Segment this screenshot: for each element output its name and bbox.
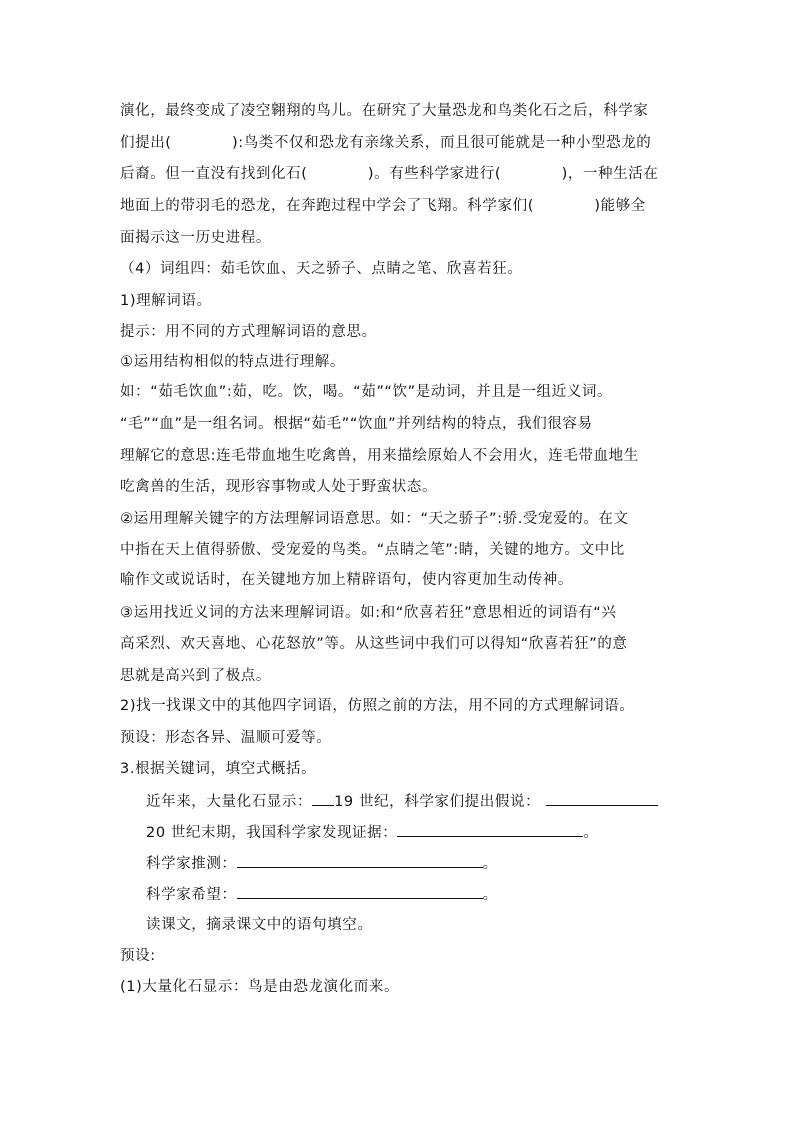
fill-blank-line: [146, 822, 598, 843]
paragraph-line: 面揭示这一历史进程。: [120, 230, 271, 246]
fill-blank-label: 。: [482, 856, 498, 872]
paragraph-line: “毛”“血”是一组名词。根据“茹毛”“饮血”并列结构的特点，我们很容易: [120, 416, 593, 432]
blank-underline: [237, 884, 483, 899]
fill-blank-line: [146, 853, 498, 874]
fill-blank-label: 20 世纪末期，我国科学家发现证据：: [146, 825, 398, 841]
fill-blank-line: [146, 791, 658, 812]
blank-underline: [397, 822, 583, 837]
fill-blank-label: 。: [482, 887, 498, 903]
section-heading: （4）词组四：茹毛饮血、天之骄子、点睛之笔、欣喜若狂。: [120, 261, 523, 277]
paragraph-line: 吃禽兽的生活，现形容事物或人处于野蛮状态。: [120, 479, 438, 495]
fill-blank-label: 19 世纪，科学家们提出假说：: [334, 794, 541, 810]
paragraph-line: 提示：用不同的方式理解词语的意思。: [120, 324, 377, 340]
paragraph-line: 理解它的意思:连毛带血地生吃禽兽，用来描绘原始人不会用火，连毛带血地生: [120, 448, 639, 464]
paragraph-line: 演化，最终变成了凌空翱翔的鸟儿。在研究了大量恐龙和鸟类化石之后，科学家: [120, 103, 649, 119]
paragraph-line: 读课文，摘录课文中的语句填空。: [146, 917, 373, 933]
paragraph-line: 喻作文或说话时，在关键地方加上精辟语句，使内容更加生动传神。: [120, 572, 573, 588]
paragraph-line: ③运用找近义词的方法来理解词语。如:和“欣喜若狂”意思相近的词语有“兴: [120, 605, 617, 621]
paragraph-line: 预设:: [120, 948, 156, 964]
blank-underline: [312, 791, 334, 806]
paragraph-line: 中指在天上值得骄傲、受宠爱的鸟类。“点睛之笔”:睛，关键的地方。文中比: [120, 542, 625, 558]
paragraph-line: (1)大量化石显示：鸟是由恐龙演化而来。: [120, 979, 400, 995]
paragraph-line: 如：“茹毛饮血”:茹，吃。饮，喝。“茹”“饮”是动词，并且是一组近义词。: [120, 384, 613, 400]
section-heading: 3.根据关键词，填空式概括。: [120, 761, 317, 777]
paragraph-line: 2)找一找课文中的其他四字词语，仿照之前的方法，用不同的方式理解词语。: [120, 698, 635, 714]
paragraph-line: 思就是高兴到了极点。: [120, 668, 271, 684]
paragraph-line: 预设：形态各异、温顺可爱等。: [120, 730, 332, 746]
fill-blank-label: 科学家希望：: [146, 887, 237, 903]
fill-blank-line: [146, 884, 498, 905]
blank-underline: [546, 791, 658, 806]
paragraph-line: 地面上的带羽毛的恐龙，在奔跑过程中学会了飞翔。科学家们( )能够全: [120, 198, 646, 214]
paragraph-line: 后裔。但一直没有找到化石( )。有些科学家进行( )，一种生活在: [120, 166, 659, 182]
paragraph-line: ②运用理解关键字的方法理解词语意思。如：“天之骄子”:骄.受宠爱的。在文: [120, 511, 629, 527]
fill-blank-label: 科学家推测：: [146, 856, 237, 872]
paragraph-line: 1)理解词语。: [120, 293, 212, 309]
paragraph-line: 们提出( ):鸟类不仅和恐龙有亲缘关系，而且很可能就是一种小型恐龙的: [120, 135, 652, 151]
fill-blank-label: 近年来，大量化石显示：: [146, 794, 313, 810]
fill-blank-label: 。: [583, 825, 599, 841]
paragraph-line: 高采烈、欢天喜地、心花怒放”等。从这些词中我们可以得知“欣喜若狂”的意: [120, 636, 628, 652]
paragraph-line: ①运用结构相似的特点进行理解。: [120, 354, 345, 370]
blank-underline: [237, 853, 483, 868]
